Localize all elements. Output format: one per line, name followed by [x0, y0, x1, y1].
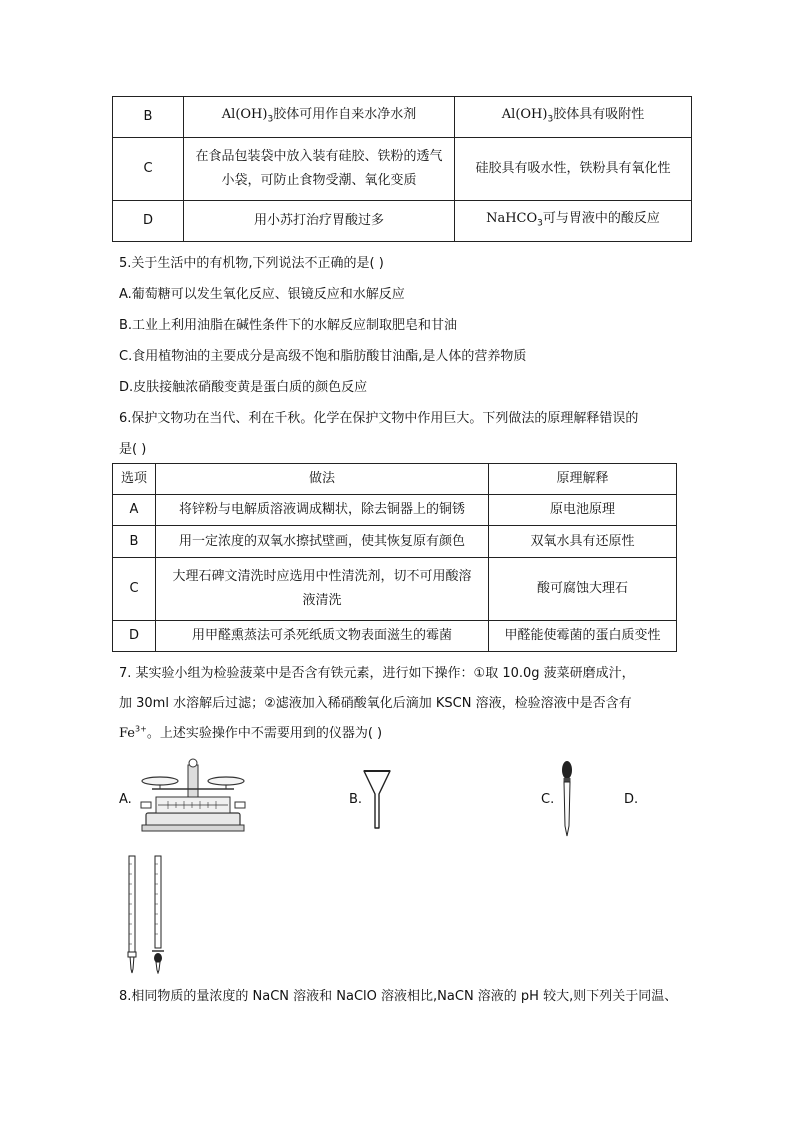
method-cell: 用小苏打治疗胃酸过多 — [184, 201, 455, 242]
method-cell: 大理石碑文清洗时应选用中性清洗剂，切不可用酸溶 液清洗 — [156, 558, 489, 621]
q5-option-d: D.皮肤接触浓硝酸变黄是蛋白质的颜色反应 — [119, 380, 368, 395]
table-row — [113, 97, 692, 138]
header-option: 选项 — [113, 464, 156, 495]
header-reason: 原理解释 — [489, 464, 677, 495]
table-2 — [112, 463, 677, 652]
q5-option-a: A.葡萄糖可以发生氧化反应、银镜反应和水解反应 — [119, 287, 405, 302]
q8-line1: 8.相同物质的量浓度的 NaCN 溶液和 NaClO 溶液相比,NaCN 溶液的 pH 较大,则下列关于同温、 — [119, 989, 678, 1004]
table-1 — [112, 96, 692, 242]
reason-cell: 酸可腐蚀大理石 — [489, 558, 677, 621]
method-cell: 用甲醛熏蒸法可杀死纸质文物表面滋生的霉菌 — [156, 621, 489, 652]
option-label: D — [113, 621, 156, 652]
table-row — [113, 526, 677, 558]
q5-stem: 5.关于生活中的有机物,下列说法不正确的是( ) — [119, 256, 384, 271]
option-label: A — [113, 495, 156, 526]
reason-cell: $Al(OH)_3$胶体具有吸附性 — [455, 97, 692, 138]
header-method: 做法 — [156, 464, 489, 495]
table-row — [113, 558, 677, 621]
method-cell: 在食品包装袋中放入装有硅胶、铁粉的透气 小袋，可防止食物受潮、氧化变质 — [184, 138, 455, 201]
q5-option-b: B.工业上利用油脂在碱性条件下的水解反应制取肥皂和甘油 — [119, 318, 458, 333]
dropper-icon — [557, 758, 577, 838]
burette-icon — [122, 854, 172, 974]
reason-cell: 双氧水具有还原性 — [489, 526, 677, 558]
option-label: B — [113, 97, 184, 138]
table-row — [113, 201, 692, 242]
q7-line3: $Fe^{3+}$。上述实验操作中不需要用到的仪器为( ) — [119, 724, 383, 741]
reason-cell: 原电池原理 — [489, 495, 677, 526]
table-row — [113, 495, 677, 526]
q7-option-c-label: C. — [541, 792, 555, 807]
balance-scale-icon — [138, 757, 248, 833]
table-row — [113, 621, 677, 652]
table-header-row — [113, 464, 677, 495]
q5-option-c: C.食用植物油的主要成分是高级不饱和脂肪酸甘油酯,是人体的营养物质 — [119, 349, 527, 364]
method-cell: 用一定浓度的双氧水擦拭壁画，使其恢复原有颜色 — [156, 526, 489, 558]
method-cell: $Al(OH)_3$胶体可用作自来水净水剂 — [184, 97, 455, 138]
funnel-icon — [362, 768, 392, 830]
q7-line1: 7. 某实验小组为检验菠菜中是否含有铁元素，进行如下操作：①取 10.0g 菠菜研磨成汁， — [119, 666, 635, 681]
option-label: B — [113, 526, 156, 558]
option-label: D — [113, 201, 184, 242]
option-label: C — [113, 558, 156, 621]
q6-stem-line2: 是( ) — [119, 442, 147, 457]
reason-cell: NaHCO$_3$可与胃液中的酸反应 — [455, 201, 692, 242]
q6-stem-line1: 6.保护文物功在当代、利在千秋。化学在保护文物中作用巨大。下列做法的原理解释错误的 — [119, 411, 639, 426]
table-row — [113, 138, 692, 201]
reason-cell: 甲醛能使霉菌的蛋白质变性 — [489, 621, 677, 652]
reason-cell: 硅胶具有吸水性，铁粉具有氧化性 — [455, 138, 692, 201]
q7-option-b-label: B. — [349, 792, 363, 807]
option-label: C — [113, 138, 184, 201]
q7-option-a-label: A. — [119, 792, 132, 807]
method-cell: 将锌粉与电解质溶液调成糊状，除去铜器上的铜锈 — [156, 495, 489, 526]
q7-option-d-label: D. — [624, 792, 639, 807]
q7-line2: 加 30ml 水溶解后过滤；②滤液加入稀硝酸氧化后滴加 KSCN 溶液，检验溶液中是否含有 — [119, 696, 632, 711]
